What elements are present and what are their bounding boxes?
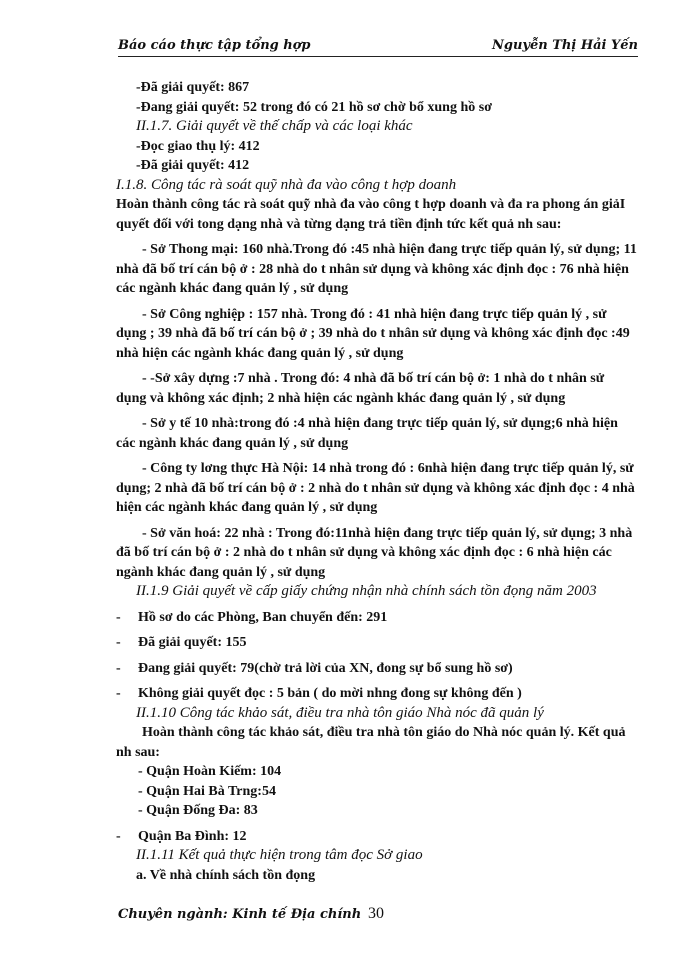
district-item: - Quận Đống Đa: 83 — [138, 803, 258, 818]
dash-marker: ‐ — [142, 306, 151, 322]
dash-marker: ‐ — [142, 371, 151, 386]
section-heading-2-1-11: II.1.11 Kết quả thực hiện trong tâm đọc Sở giao — [136, 847, 423, 863]
header-author: Nguyễn Thị Hải Yến — [492, 38, 638, 53]
paragraph-text: Sở y tế 10 nhà:trong đó :4 nhà hiện đang trực tiếp quản lý, sử dụng;6 nhà hiện các ngành khác đang quản lý , sử dụng — [116, 416, 618, 451]
dash-marker: ‐ — [116, 609, 121, 625]
dash-marker: ‐ — [142, 242, 151, 257]
accepted-count: -Đọc giao thụ lý: 412 — [136, 138, 260, 154]
footer-major: Chuyên ngành: Kinh tế Địa chính — [118, 907, 362, 922]
district-item — [116, 827, 638, 847]
list-item-text: Đang giải quyết: 79(chờ trả lời của XN, đong sự bổ sung hồ sơ) — [138, 660, 513, 676]
dash-marker: ‐ — [142, 525, 151, 541]
resolved-count-2: -Đã giải quyết: 412 — [136, 158, 250, 173]
district-item: - Quận Hai Bà Trng:54 — [138, 783, 276, 799]
paragraph-culture-department — [116, 524, 638, 583]
subsection-a: a. Về nhà chính sách tồn đọng — [136, 867, 316, 883]
paragraph-review-summary: Hoàn thành công tác rà soát quỹ nhà đa vào công t hợp doanh và đa ra phong án giảI quyết đối với tong dạng nhà và từng dạng trả tiền định tức kết quả nh sau: — [116, 197, 626, 232]
paragraph-construction-department — [116, 369, 638, 408]
list-item — [116, 659, 638, 679]
section-heading-1-1-8: I.1.8. Công tác rà soát quỹ nhà đa vào công t hợp doanh — [116, 176, 457, 193]
district-item: - Quận Hoàn Kiếm: 104 — [138, 764, 282, 779]
paragraph-text: Công ty lơng thực Hà Nội: 14 nhà trong đó : 6nhà hiện đang trực tiếp quản lý, sử dụng; 2 nhà đã bố trí cán bộ ở : 2 nhà do t nhân sử dụng và không xác định đọc : 4 nhà hiện các ngành khác đang quản lý , sử dụng — [116, 461, 635, 515]
section-heading-2-1-7: II.1.7. Giải quyết về thế chấp và các loại khác — [136, 118, 413, 134]
dash-marker: ‐ — [116, 828, 121, 844]
paragraph-food-company — [116, 459, 638, 518]
paragraph-industry-department — [116, 305, 638, 364]
paragraph-text: Sở Công nghiệp : 157 nhà. Trong đó : 41 nhà hiện đang trực tiếp quản lý , sử dụng ; 39 nhà đã bố trí cán bộ ở ; 39 nhà do t nhân sử dụng và không xác định đọc :49 nhà hiện các ngành khác đang quản lý , sử dụng — [116, 306, 630, 361]
dash-marker: ‐ — [116, 635, 121, 650]
dash-marker: ‐ — [142, 461, 151, 476]
paragraph-trade-department — [116, 240, 638, 299]
section-heading-2-1-9: II.1.9 Giải quyết về cấp giấy chứng nhận nhà chính sách tồn đọng năm 2003 — [136, 583, 597, 599]
list-item — [116, 633, 638, 653]
page-footer — [118, 907, 638, 931]
page-number: 30 — [368, 905, 384, 922]
list-item — [116, 684, 638, 704]
pending-count: -Đang giải quyết: 52 trong đó có 21 hồ sơ chờ bổ xung hồ sơ — [136, 99, 492, 115]
list-item-text: Đã giải quyết: 155 — [138, 635, 247, 650]
paragraph-text: -Sở xây dựng :7 nhà . Trong đó: 4 nhà đã bố trí cán bộ ở: 1 nhà do t nhân sử dụng và không xác định; 2 nhà hiện các ngành khác đang quản lý , sử dụng — [116, 371, 605, 406]
list-item-text: Không giải quyết đọc : 5 bản ( do mời nhng đong sự không đến ) — [138, 686, 522, 701]
dash-marker: ‐ — [116, 686, 121, 701]
dash-marker: ‐ — [142, 416, 151, 431]
list-item-text: Quận Ba Đình: 12 — [138, 828, 247, 844]
header-rule — [118, 56, 638, 57]
paragraph-text: Sở văn hoá: 22 nhà : Trong đó:11nhà hiện đang trực tiếp quản lý, sử dụng; 3 nhà đã bố trí cán bộ ở : 2 nhà do t nhân sử dụng và không xác định đọc : 6 nhà hiện các ngành khác đang quản lý , sử dụng — [116, 525, 633, 580]
document-body — [116, 78, 638, 885]
resolved-count: -Đã giải quyết: 867 — [136, 80, 250, 95]
dash-marker: ‐ — [116, 660, 121, 676]
page-header — [118, 38, 638, 60]
header-report-title: Báo cáo thực tập tổng hợp — [118, 38, 311, 53]
paragraph-religious-survey: Hoàn thành công tác khảo sát, điều tra nhà tôn giáo do Nhà nóc quản lý. Kết quả nh sau: — [116, 725, 626, 760]
list-item — [116, 608, 638, 628]
list-item-text: Hồ sơ do các Phòng, Ban chuyển đến: 291 — [138, 609, 388, 625]
section-heading-2-1-10: II.1.10 Công tác khảo sát, điều tra nhà tôn giáo Nhà nóc đã quản lý — [136, 704, 544, 721]
paragraph-text: Sở Thong mại: 160 nhà.Trong đó :45 nhà hiện đang trực tiếp quản lý, sử dụng; 11 nhà đã bố trí cán bộ ở : 28 nhà do t nhân sử dụng và không xác định đọc : 76 nhà hiện các ngành khác đang quản lý , sử dụng — [116, 242, 637, 296]
paragraph-health-department — [116, 414, 638, 453]
